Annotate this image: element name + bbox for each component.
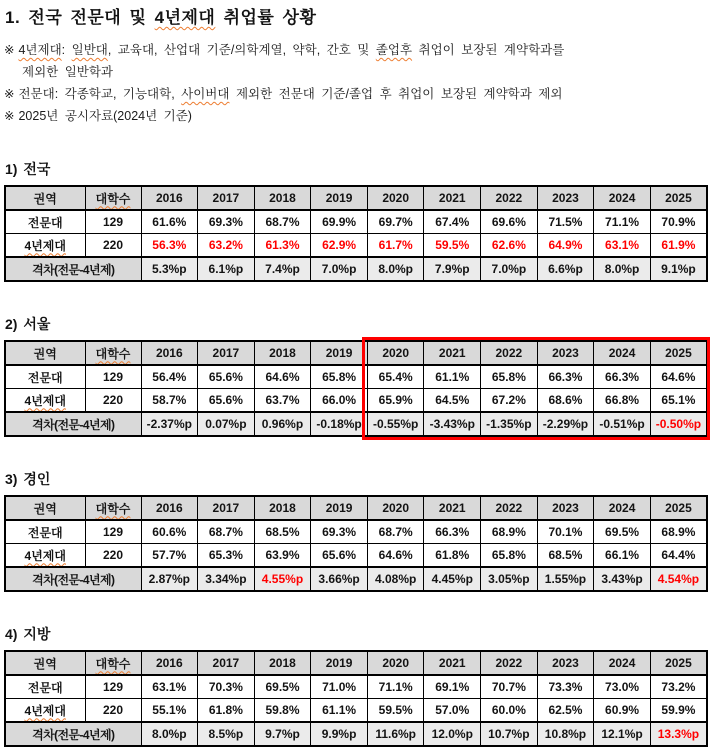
value-cell: 65.6%	[311, 544, 368, 568]
value-cell: 68.7%	[198, 520, 255, 544]
text-segment: :	[61, 43, 72, 57]
value-cell: 64.4%	[650, 544, 707, 568]
column-header: 권역	[5, 341, 85, 365]
value-cell: 3.43%p	[594, 567, 651, 591]
column-header: 2021	[424, 496, 481, 520]
employment-rate-table-seoul	[4, 340, 708, 437]
spellcheck-underlined-text: 4년제대	[24, 393, 66, 408]
value-cell: 63.9%	[254, 544, 311, 568]
column-header: 2021	[424, 651, 481, 675]
value-cell: -0.51%p	[594, 412, 651, 436]
column-header	[85, 496, 141, 520]
value-cell: 8.0%p	[367, 257, 424, 281]
spellcheck-underlined-text: 대학수	[95, 656, 131, 671]
value-cell: 6.6%p	[537, 257, 594, 281]
value-cell: 7.0%p	[311, 257, 368, 281]
column-header: 2017	[198, 651, 255, 675]
value-cell: 4.54%p	[650, 567, 707, 591]
gap-row	[5, 722, 707, 746]
document-page	[4, 7, 708, 742]
value-cell: 59.9%	[650, 699, 707, 723]
notes-block	[4, 39, 708, 127]
column-header: 2020	[367, 341, 424, 365]
value-cell: 66.3%	[424, 520, 481, 544]
employment-rate-table-gyeongin	[4, 495, 708, 592]
column-header: 2024	[594, 341, 651, 365]
value-cell: 70.1%	[537, 520, 594, 544]
column-header	[85, 341, 141, 365]
value-cell: 10.8%p	[537, 722, 594, 746]
column-header: 2019	[311, 496, 368, 520]
row-label: 격차(전문-4년제)	[5, 412, 141, 436]
data-row	[5, 389, 707, 413]
value-cell: -2.37%p	[141, 412, 198, 436]
value-cell: 61.1%	[311, 699, 368, 723]
value-cell: -0.18%p	[311, 412, 368, 436]
value-cell: 6.1%p	[198, 257, 255, 281]
value-cell: 64.6%	[367, 544, 424, 568]
column-header: 2016	[141, 651, 198, 675]
value-cell: 9.1%p	[650, 257, 707, 281]
value-cell: 3.34%p	[198, 567, 255, 591]
value-cell: 56.4%	[141, 365, 198, 389]
reference-mark: ※	[4, 109, 15, 123]
section-gyeongin	[4, 471, 708, 592]
data-row	[5, 365, 707, 389]
column-header: 2018	[254, 186, 311, 210]
spellcheck-underlined-text: 대학수	[95, 191, 131, 206]
table-wrapper-seoul	[4, 340, 708, 437]
value-cell: 60.9%	[594, 699, 651, 723]
row-label: 격차(전문-4년제)	[5, 567, 141, 591]
column-header: 권역	[5, 186, 85, 210]
value-cell: 12.1%p	[594, 722, 651, 746]
column-header: 2016	[141, 341, 198, 365]
value-cell: 68.6%	[537, 389, 594, 413]
university-count-cell: 129	[85, 520, 141, 544]
value-cell: 65.8%	[481, 544, 538, 568]
value-cell: 56.3%	[141, 234, 198, 258]
value-cell: 65.8%	[311, 365, 368, 389]
spellcheck-underlined-text: 사이버대	[181, 87, 230, 101]
reference-mark: ※	[4, 43, 15, 57]
value-cell: 65.6%	[198, 365, 255, 389]
value-cell: 62.5%	[537, 699, 594, 723]
value-cell: 69.7%	[367, 210, 424, 234]
value-cell: 7.4%p	[254, 257, 311, 281]
gap-row	[5, 412, 707, 436]
note-line	[4, 83, 708, 105]
value-cell: 68.7%	[367, 520, 424, 544]
column-header	[85, 651, 141, 675]
value-cell: 61.9%	[650, 234, 707, 258]
note-line	[4, 61, 708, 83]
table-header-row	[5, 341, 707, 365]
value-cell: 62.6%	[481, 234, 538, 258]
value-cell: 59.5%	[367, 699, 424, 723]
note-line	[4, 105, 708, 127]
text-segment: 1. 전국 전문대 및	[5, 8, 155, 27]
row-label: 전문대	[5, 675, 85, 699]
column-header: 2016	[141, 186, 198, 210]
column-header: 2024	[594, 186, 651, 210]
value-cell: 71.1%	[594, 210, 651, 234]
column-header: 2019	[311, 341, 368, 365]
value-cell: 69.9%	[311, 210, 368, 234]
row-label: 전문대	[5, 210, 85, 234]
data-row	[5, 234, 707, 258]
spellcheck-underlined-text: 일반대	[71, 43, 108, 57]
text-segment: 제외한 전문대 기준/졸업 후 취업이 보장된 계약학과 제외	[229, 87, 563, 101]
value-cell: 0.96%p	[254, 412, 311, 436]
spellcheck-underlined-text: 대학수	[95, 346, 131, 361]
value-cell: 64.9%	[537, 234, 594, 258]
spellcheck-underlined-text: 대학수	[95, 501, 131, 516]
spellcheck-underlined-text: 4년제대	[154, 8, 216, 27]
gap-row	[5, 257, 707, 281]
value-cell: 60.0%	[481, 699, 538, 723]
column-header: 2022	[481, 651, 538, 675]
value-cell: 60.6%	[141, 520, 198, 544]
value-cell: 5.3%p	[141, 257, 198, 281]
spellcheck-underlined-text: 4년제대	[24, 703, 66, 718]
text-segment: 취업률 상황	[215, 8, 317, 27]
spellcheck-underlined-text: 졸업후	[375, 43, 413, 57]
text-segment: 취업이 보장된 계약학과를	[412, 43, 565, 57]
value-cell: 64.6%	[650, 365, 707, 389]
value-cell: 12.0%p	[424, 722, 481, 746]
data-row	[5, 675, 707, 699]
table-header-row	[5, 651, 707, 675]
reference-mark: ※	[4, 87, 15, 101]
table-wrapper-national	[4, 185, 708, 282]
value-cell: 69.5%	[254, 675, 311, 699]
university-count-cell: 220	[85, 699, 141, 723]
value-cell: 8.0%p	[594, 257, 651, 281]
row-label	[5, 544, 85, 568]
value-cell: 57.0%	[424, 699, 481, 723]
column-header: 2023	[537, 186, 594, 210]
table-wrapper-jibang	[4, 650, 708, 747]
value-cell: 64.6%	[254, 365, 311, 389]
column-header: 2022	[481, 341, 538, 365]
value-cell: 61.8%	[424, 544, 481, 568]
value-cell: 61.1%	[424, 365, 481, 389]
column-header: 2017	[198, 496, 255, 520]
value-cell: 66.3%	[537, 365, 594, 389]
value-cell: 68.5%	[254, 520, 311, 544]
data-row	[5, 699, 707, 723]
value-cell: 66.8%	[594, 389, 651, 413]
university-count-cell: 129	[85, 365, 141, 389]
column-header: 2020	[367, 496, 424, 520]
column-header: 2024	[594, 496, 651, 520]
value-cell: 71.5%	[537, 210, 594, 234]
column-header: 2025	[650, 341, 707, 365]
row-label: 전문대	[5, 520, 85, 544]
employment-rate-table-jibang	[4, 650, 708, 747]
value-cell: 68.7%	[254, 210, 311, 234]
university-count-cell: 129	[85, 210, 141, 234]
value-cell: 63.2%	[198, 234, 255, 258]
column-header: 2016	[141, 496, 198, 520]
value-cell: 55.1%	[141, 699, 198, 723]
value-cell: 73.3%	[537, 675, 594, 699]
column-header: 2021	[424, 341, 481, 365]
value-cell: 9.9%p	[311, 722, 368, 746]
value-cell: 3.05%p	[481, 567, 538, 591]
value-cell: 13.3%p	[650, 722, 707, 746]
table-header-row	[5, 496, 707, 520]
column-header: 2017	[198, 341, 255, 365]
section-heading-national: 1) 전국	[5, 161, 51, 177]
row-label	[5, 234, 85, 258]
value-cell: 70.7%	[481, 675, 538, 699]
section-national	[4, 161, 708, 282]
value-cell: -3.43%p	[424, 412, 481, 436]
column-header: 2024	[594, 651, 651, 675]
column-header: 2019	[311, 651, 368, 675]
value-cell: 67.2%	[481, 389, 538, 413]
section-heading-seoul: 2) 서울	[5, 316, 51, 332]
value-cell: 7.9%p	[424, 257, 481, 281]
value-cell: -0.50%p	[650, 412, 707, 436]
value-cell: 61.3%	[254, 234, 311, 258]
value-cell: 66.0%	[311, 389, 368, 413]
value-cell: 69.1%	[424, 675, 481, 699]
row-label	[5, 699, 85, 723]
value-cell: 65.9%	[367, 389, 424, 413]
university-count-cell: 220	[85, 234, 141, 258]
value-cell: 4.45%p	[424, 567, 481, 591]
column-header: 권역	[5, 496, 85, 520]
column-header: 권역	[5, 651, 85, 675]
spellcheck-underlined-text: 4년제대	[24, 238, 66, 253]
university-count-cell: 220	[85, 544, 141, 568]
university-count-cell: 129	[85, 675, 141, 699]
section-jibang	[4, 626, 708, 747]
column-header	[85, 186, 141, 210]
value-cell: 65.8%	[481, 365, 538, 389]
table-wrapper-gyeongin	[4, 495, 708, 592]
value-cell: 67.4%	[424, 210, 481, 234]
value-cell: 69.3%	[198, 210, 255, 234]
value-cell: -1.35%p	[481, 412, 538, 436]
value-cell: 68.5%	[537, 544, 594, 568]
value-cell: 63.7%	[254, 389, 311, 413]
value-cell: 10.7%p	[481, 722, 538, 746]
value-cell: 1.55%p	[537, 567, 594, 591]
value-cell: 65.3%	[198, 544, 255, 568]
column-header: 2020	[367, 186, 424, 210]
value-cell: 57.7%	[141, 544, 198, 568]
section-heading-gyeongin: 3) 경인	[5, 471, 51, 487]
column-header: 2019	[311, 186, 368, 210]
value-cell: 9.7%p	[254, 722, 311, 746]
column-header: 2022	[481, 186, 538, 210]
gap-row	[5, 567, 707, 591]
value-cell: 59.8%	[254, 699, 311, 723]
value-cell: 61.7%	[367, 234, 424, 258]
row-label: 격차(전문-4년제)	[5, 257, 141, 281]
value-cell: 7.0%p	[481, 257, 538, 281]
value-cell: 65.6%	[198, 389, 255, 413]
column-header: 2022	[481, 496, 538, 520]
value-cell: 71.1%	[367, 675, 424, 699]
value-cell: 69.3%	[311, 520, 368, 544]
section-seoul	[4, 316, 708, 437]
value-cell: 63.1%	[141, 675, 198, 699]
text-segment: , 교육대, 산업대 기준/의학계열, 약학, 간호 및	[107, 43, 376, 57]
value-cell: 66.1%	[594, 544, 651, 568]
column-header: 2017	[198, 186, 255, 210]
employment-rate-table-national	[4, 185, 708, 282]
value-cell: 71.0%	[311, 675, 368, 699]
value-cell: 4.08%p	[367, 567, 424, 591]
table-header-row	[5, 186, 707, 210]
column-header: 2018	[254, 496, 311, 520]
value-cell: 61.8%	[198, 699, 255, 723]
column-header: 2025	[650, 651, 707, 675]
column-header: 2025	[650, 496, 707, 520]
value-cell: -0.55%p	[367, 412, 424, 436]
row-label	[5, 389, 85, 413]
value-cell: 69.5%	[594, 520, 651, 544]
row-label: 격차(전문-4년제)	[5, 722, 141, 746]
value-cell: 69.6%	[481, 210, 538, 234]
value-cell: 59.5%	[424, 234, 481, 258]
column-header: 2023	[537, 496, 594, 520]
value-cell: 62.9%	[311, 234, 368, 258]
text-segment: 제외한 일반학과	[22, 65, 113, 79]
data-row	[5, 520, 707, 544]
value-cell: 70.3%	[198, 675, 255, 699]
note-line	[4, 39, 708, 61]
value-cell: -2.29%p	[537, 412, 594, 436]
value-cell: 70.9%	[650, 210, 707, 234]
value-cell: 0.07%p	[198, 412, 255, 436]
column-header: 2020	[367, 651, 424, 675]
value-cell: 73.0%	[594, 675, 651, 699]
value-cell: 64.5%	[424, 389, 481, 413]
column-header: 2023	[537, 651, 594, 675]
data-row	[5, 210, 707, 234]
column-header: 2018	[254, 341, 311, 365]
column-header: 2018	[254, 651, 311, 675]
data-row	[5, 544, 707, 568]
value-cell: 2.87%p	[141, 567, 198, 591]
value-cell: 58.7%	[141, 389, 198, 413]
value-cell: 68.9%	[650, 520, 707, 544]
value-cell: 8.5%p	[198, 722, 255, 746]
value-cell: 8.0%p	[141, 722, 198, 746]
value-cell: 65.1%	[650, 389, 707, 413]
spellcheck-underlined-text: 4년제대	[24, 548, 66, 563]
section-heading-jibang: 4) 지방	[5, 626, 51, 642]
university-count-cell: 220	[85, 389, 141, 413]
column-header: 2025	[650, 186, 707, 210]
value-cell: 68.9%	[481, 520, 538, 544]
value-cell: 11.6%p	[367, 722, 424, 746]
value-cell: 65.4%	[367, 365, 424, 389]
value-cell: 4.55%p	[254, 567, 311, 591]
text-segment: 전문대: 각종학교, 기능대학,	[18, 87, 182, 101]
column-header: 2021	[424, 186, 481, 210]
value-cell: 66.3%	[594, 365, 651, 389]
value-cell: 63.1%	[594, 234, 651, 258]
row-label: 전문대	[5, 365, 85, 389]
text-segment: 2025년 공시자료(2024년 기준)	[18, 109, 192, 123]
spellcheck-underlined-text: 4년제대	[18, 43, 62, 57]
value-cell: 73.2%	[650, 675, 707, 699]
page-title	[5, 7, 708, 29]
value-cell: 61.6%	[141, 210, 198, 234]
value-cell: 3.66%p	[311, 567, 368, 591]
column-header: 2023	[537, 341, 594, 365]
